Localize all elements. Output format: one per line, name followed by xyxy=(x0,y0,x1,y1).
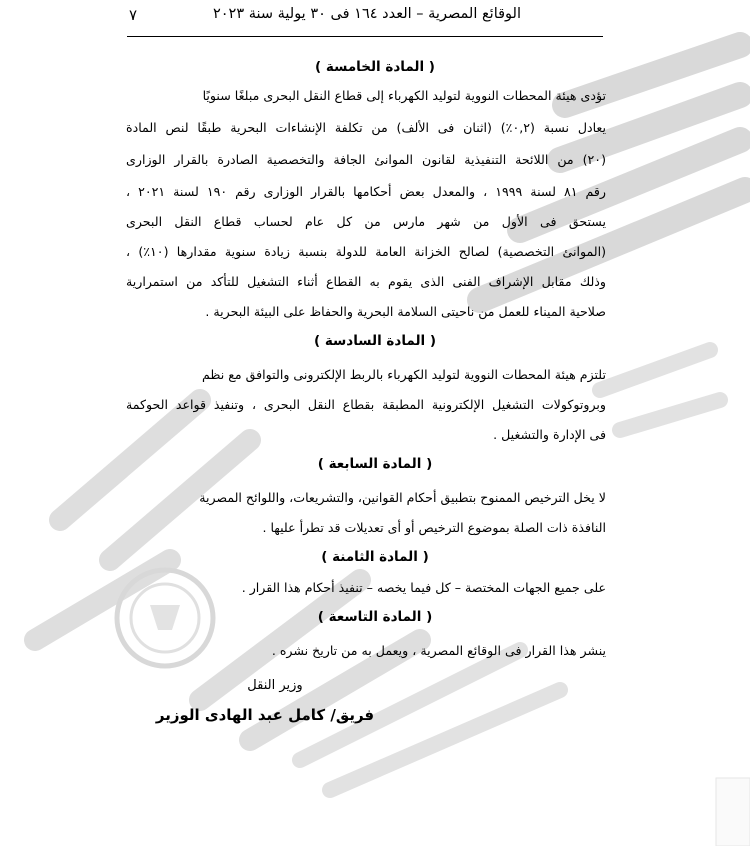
text-line: (الموانئ التخصصية) لصالح الخزانة العامة للدولة بنسبة زيادة سنوية مقدارها (١٠٪) ، xyxy=(126,244,606,259)
article-heading: ( المادة الثامنة ) xyxy=(321,549,429,565)
page-number: ٧ xyxy=(129,6,138,24)
header-divider xyxy=(127,36,603,37)
text-line: ينشر هذا القرار فى الوقائع المصرية ، ويعمل به من تاريخ نشره . xyxy=(271,643,606,658)
text-line: (٢٠) من اللائحة التنفيذية لقانون الموانئ الجافة والتخصصية الصادرة بالقرار الوزارى xyxy=(126,152,606,167)
page-header xyxy=(127,2,603,34)
text-line: صلاحية الميناء للعمل من ناحيتى السلامة البحرية والحفاظ على البيئة البحرية . xyxy=(205,304,606,319)
article-heading: ( المادة السادسة ) xyxy=(313,333,437,349)
text-line: يستحق فى الأول من شهر مارس من كل عام لحساب قطاع النقل البحرى xyxy=(126,214,606,229)
minister-title: وزير النقل xyxy=(247,678,303,693)
article-heading: ( المادة التاسعة ) xyxy=(317,609,433,625)
gazette-title: الوقائع المصرية – العدد ١٦٤ فى ٣٠ يولية سنة ٢٠٢٣ xyxy=(212,6,521,22)
minister-name: فريق/ كامل عبد الهادى الوزير xyxy=(155,706,375,724)
article-heading: ( المادة الخامسة ) xyxy=(315,59,435,75)
text-line: وبروتوكولات التشغيل الإلكترونية المطبقة بقطاع النقل البحرى ، وتنفيذ قواعد الحوكمة xyxy=(126,397,606,412)
text-line: على جميع الجهات المختصة – كل فيما يخصه – تنفيذ أحكام هذا القرار . xyxy=(241,580,606,595)
text-line: وذلك مقابل الإشراف الفنى الذى يقوم به القطاع أثناء التشغيل للتأكد من استمرارية xyxy=(126,274,606,289)
text-line: تؤدى هيئة المحطات النووية لتوليد الكهرباء إلى قطاع النقل البحرى مبلغًا سنويًا xyxy=(202,88,606,103)
text-line: تلتزم هيئة المحطات النووية لتوليد الكهرباء بالربط الإلكترونى والتوافق مع نظم xyxy=(201,367,606,382)
text-line: النافذة ذات الصلة بموضوع الترخيص أو أى تعديلات قد تطرأ عليها . xyxy=(262,520,606,535)
article-heading: ( المادة السابعة ) xyxy=(317,456,433,472)
text-line: فى الإدارة والتشغيل . xyxy=(493,427,606,442)
text-line: يعادل نسبة (٠,٢٪) (اثنان فى الألف) من تكلفة الإنشاءات البحرية طبقًا لنص المادة xyxy=(126,120,606,135)
text-line: رقم ٨١ لسنة ١٩٩٩ ، والمعدل بعض أحكامها بالقرار الوزارى رقم ١٩٠ لسنة ٢٠٢١ ، xyxy=(126,184,606,199)
text-line: لا يخل الترخيص الممنوح بتطبيق أحكام القوانين، والتشريعات، واللوائح المصرية xyxy=(199,490,606,505)
